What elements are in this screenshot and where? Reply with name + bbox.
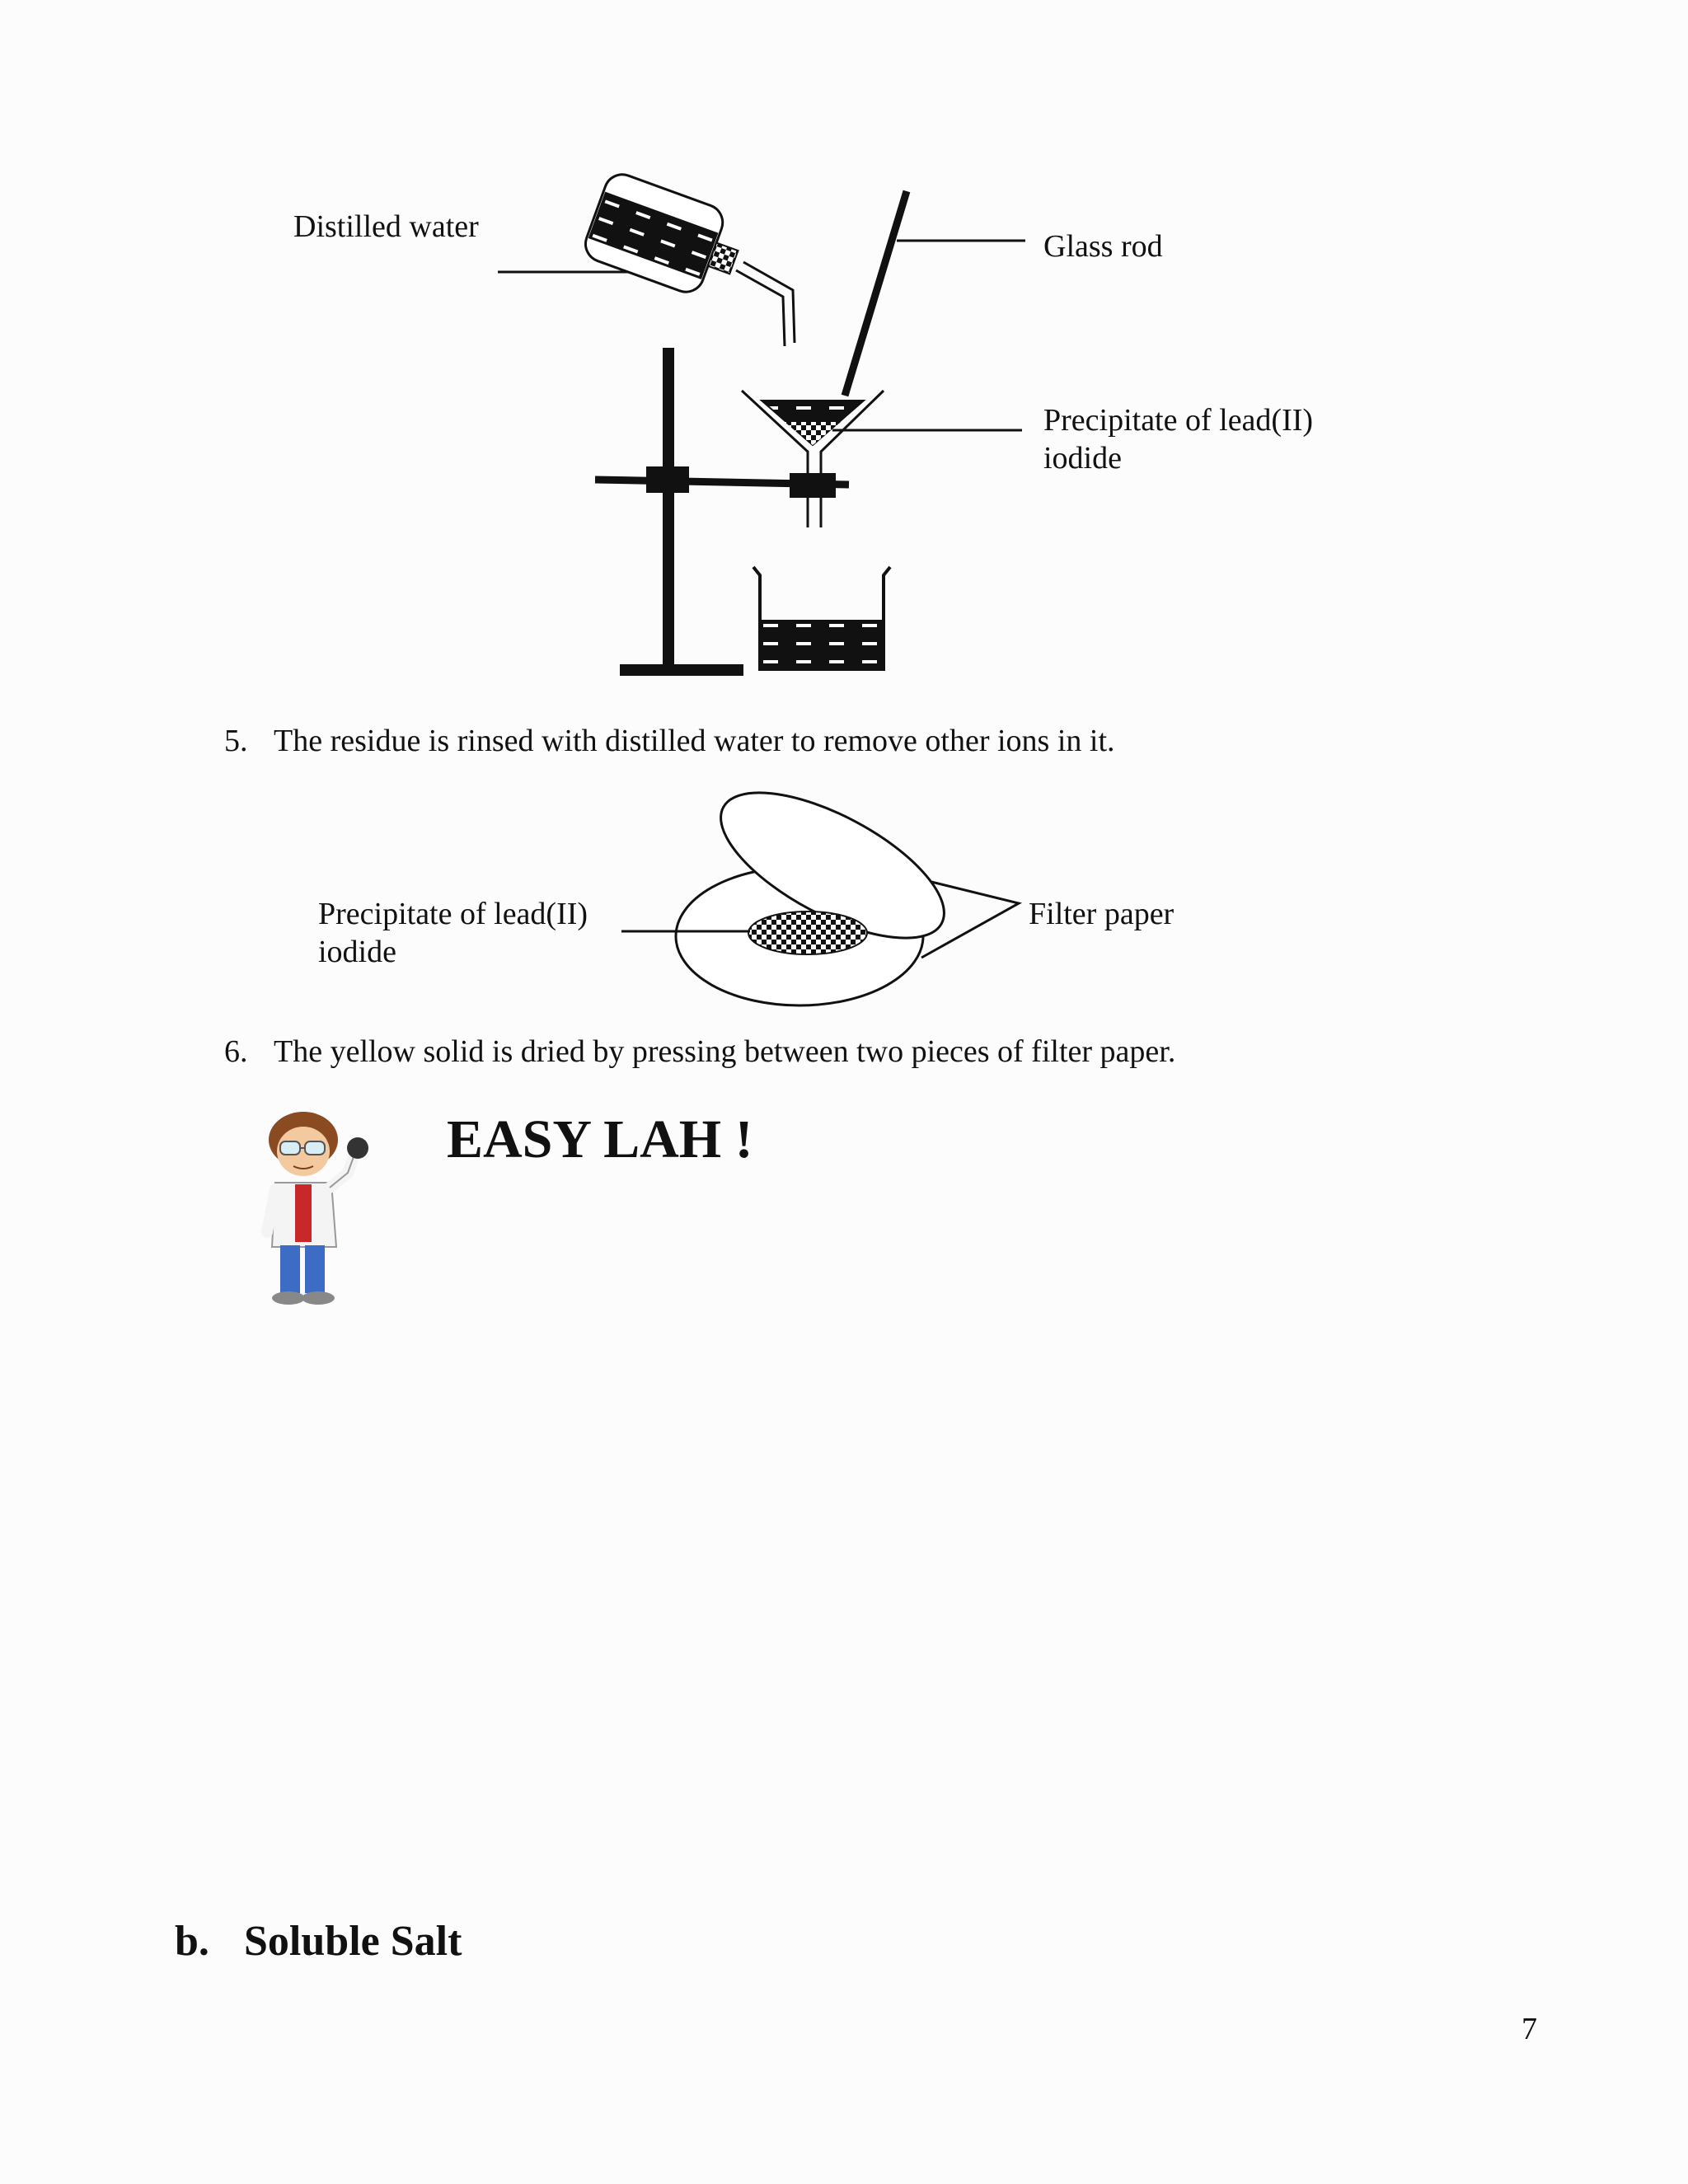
distilled-water-label: Distilled water (293, 209, 479, 244)
page-number: 7 (1522, 2012, 1537, 2046)
precipitate-filter-label-line1: Precipitate of lead(II) (318, 897, 588, 931)
filter-paper (621, 764, 1019, 1005)
precipitate-label-line1: Precipitate of lead(II) (1043, 403, 1314, 438)
section-title: Soluble Salt (244, 1918, 462, 1965)
mascot-caption: EASY LAH ! (447, 1109, 753, 1169)
filter-paper-diagram (0, 0, 1688, 1038)
scientist-mascot (247, 1108, 396, 1315)
step-6 (224, 1033, 1175, 1071)
precipitate-label-line2: iodide (1043, 441, 1122, 476)
step-5-number: 5. (224, 724, 248, 758)
section-heading (175, 1917, 462, 1966)
filter-paper-label: Filter paper (1029, 897, 1175, 931)
precipitate-filter-label-line2: iodide (318, 935, 396, 969)
step-6-text: The yellow solid is dried by pressing between two pieces of filter paper. (274, 1034, 1176, 1069)
section-marker: b. (175, 1918, 209, 1965)
step-6-number: 6. (224, 1034, 248, 1069)
step-5-text: The residue is rinsed with distilled water to remove other ions in it. (274, 724, 1115, 758)
glass-rod-label: Glass rod (1043, 229, 1163, 264)
